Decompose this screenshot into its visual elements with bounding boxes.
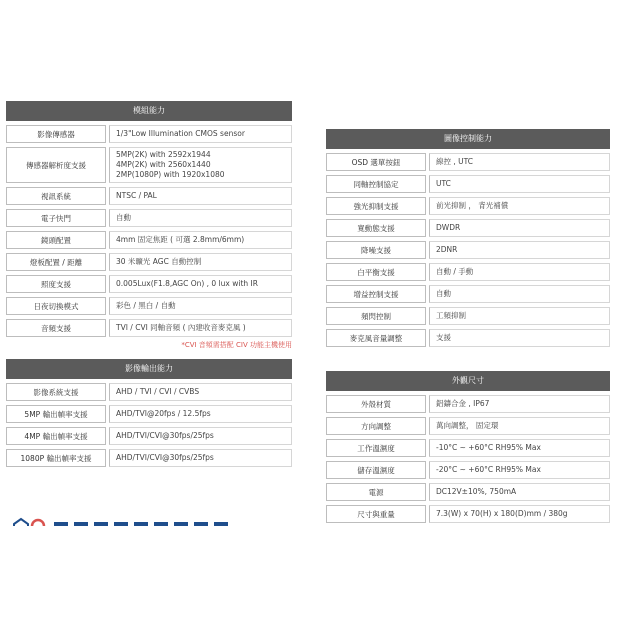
spec-row — [6, 319, 292, 337]
output-section — [6, 359, 292, 471]
spec-label: 電子快門 — [6, 209, 106, 227]
spec-row — [326, 241, 610, 259]
spec-value: 4mm 固定焦距 ( 可選 2.8mm/6mm) — [109, 231, 292, 249]
spec-label: 燈板配置 / 距離 — [6, 253, 106, 271]
spec-row — [6, 427, 292, 445]
spec-row — [6, 297, 292, 315]
spec-label: 電源 — [326, 483, 426, 501]
spec-row — [326, 175, 610, 193]
spec-row — [326, 439, 610, 457]
spec-row — [6, 253, 292, 271]
spec-label: 照度支援 — [6, 275, 106, 293]
spec-row — [326, 505, 610, 523]
spec-value: 7.3(W) x 70(H) x 180(D)mm / 380g — [429, 505, 610, 523]
spec-value: DC12V±10%, 750mA — [429, 483, 610, 501]
spec-row — [6, 147, 292, 183]
spec-row — [326, 219, 610, 237]
spec-row — [326, 329, 610, 347]
spec-value: DWDR — [429, 219, 610, 237]
spec-label: 影像系統支援 — [6, 383, 106, 401]
spec-label: 降噪支援 — [326, 241, 426, 259]
spec-label: 視訊系統 — [6, 187, 106, 205]
spec-row — [6, 125, 292, 143]
spec-value: AHD/TVI/CVI@30fps/25fps — [109, 427, 292, 445]
spec-label: 增益控制支援 — [326, 285, 426, 303]
spec-value: 支援 — [429, 329, 610, 347]
spec-row — [6, 231, 292, 249]
section-header: 外觀尺寸 — [326, 371, 610, 391]
spec-row — [326, 263, 610, 281]
spec-value: 自動 / 手動 — [429, 263, 610, 281]
spec-row — [6, 275, 292, 293]
spec-label: 鏡頭配置 — [6, 231, 106, 249]
module-section — [6, 101, 292, 350]
spec-value: 鋁鑄合金 , IP67 — [429, 395, 610, 413]
spec-value: -10°C ~ +60°C RH95% Max — [429, 439, 610, 457]
spec-label: 同軸控制協定 — [326, 175, 426, 193]
spec-label: 儲存溫濕度 — [326, 461, 426, 479]
spec-value: UTC — [429, 175, 610, 193]
spec-label: 尺寸與重量 — [326, 505, 426, 523]
spec-value: 工頻抑制 — [429, 307, 610, 325]
spec-row — [326, 395, 610, 413]
spec-value: 彩色 / 黑白 / 自動 — [109, 297, 292, 315]
spec-row — [6, 449, 292, 467]
spec-label: 寬動態支援 — [326, 219, 426, 237]
spec-value: 前光抑制 ， 背光補償 — [429, 197, 610, 215]
spec-row — [326, 285, 610, 303]
spec-label: OSD 選單按鈕 — [326, 153, 426, 171]
spec-label: 傳感器解析度支援 — [6, 147, 106, 183]
spec-label: 強光抑制支援 — [326, 197, 426, 215]
spec-row — [326, 153, 610, 171]
spec-value: AHD / TVI / CVI / CVBS — [109, 383, 292, 401]
spec-row — [326, 307, 610, 325]
spec-row — [326, 483, 610, 501]
spec-value: AHD/TVI@20fps / 12.5fps — [109, 405, 292, 423]
spec-label: 白平衡支援 — [326, 263, 426, 281]
spec-label: 麥克風音量調整 — [326, 329, 426, 347]
spec-label: 4MP 輸出幀率支援 — [6, 427, 106, 445]
section-header: 影像輸出能力 — [6, 359, 292, 379]
spec-label: 音頻支援 — [6, 319, 106, 337]
spec-value: -20°C ~ +60°C RH95% Max — [429, 461, 610, 479]
spec-value: 萬向調整， 固定環 — [429, 417, 610, 435]
spec-label: 頻閃控制 — [326, 307, 426, 325]
spec-row — [6, 187, 292, 205]
spec-value: 0.005Lux(F1.8,AGC On) , 0 lux with IR — [109, 275, 292, 293]
spec-label: 5MP 輸出幀率支援 — [6, 405, 106, 423]
spec-value: 自動 — [429, 285, 610, 303]
spec-value: AHD/TVI/CVI@30fps/25fps — [109, 449, 292, 467]
spec-row — [6, 405, 292, 423]
spec-label: 影像傳感器 — [6, 125, 106, 143]
company-logo — [12, 516, 252, 526]
spec-value: 30 米曠光 AGC 自動控制 — [109, 253, 292, 271]
spec-value: 2DNR — [429, 241, 610, 259]
spec-label: 日夜切換模式 — [6, 297, 106, 315]
spec-label: 1080P 輸出幀率支援 — [6, 449, 106, 467]
logo-mark-icon — [12, 516, 252, 526]
image-control-section — [326, 129, 610, 351]
section-header: 圖像控制能力 — [326, 129, 610, 149]
appearance-section — [326, 371, 610, 527]
spec-label: 方向調整 — [326, 417, 426, 435]
spec-row — [326, 417, 610, 435]
spec-label: 外殼材質 — [326, 395, 426, 413]
section-header: 模組能力 — [6, 101, 292, 121]
spec-label: 工作溫濕度 — [326, 439, 426, 457]
spec-value: 1/3"Low Illumination CMOS sensor — [109, 125, 292, 143]
spec-row — [326, 461, 610, 479]
spec-row — [6, 383, 292, 401]
spec-row — [326, 197, 610, 215]
spec-value: 自動 — [109, 209, 292, 227]
footnote: *CVI 音頻需搭配 CIV 功能主機使用 — [181, 341, 292, 349]
spec-value: 5MP(2K) with 2592x1944 4MP(2K) with 2560x1440 2MP(1080P) with 1920x1080 — [109, 147, 292, 183]
spec-value: 線控 , UTC — [429, 153, 610, 171]
spec-row — [6, 209, 292, 227]
spec-value: TVI / CVI 同軸音頻 ( 內建收音麥克風 ) — [109, 319, 292, 337]
spec-value: NTSC / PAL — [109, 187, 292, 205]
